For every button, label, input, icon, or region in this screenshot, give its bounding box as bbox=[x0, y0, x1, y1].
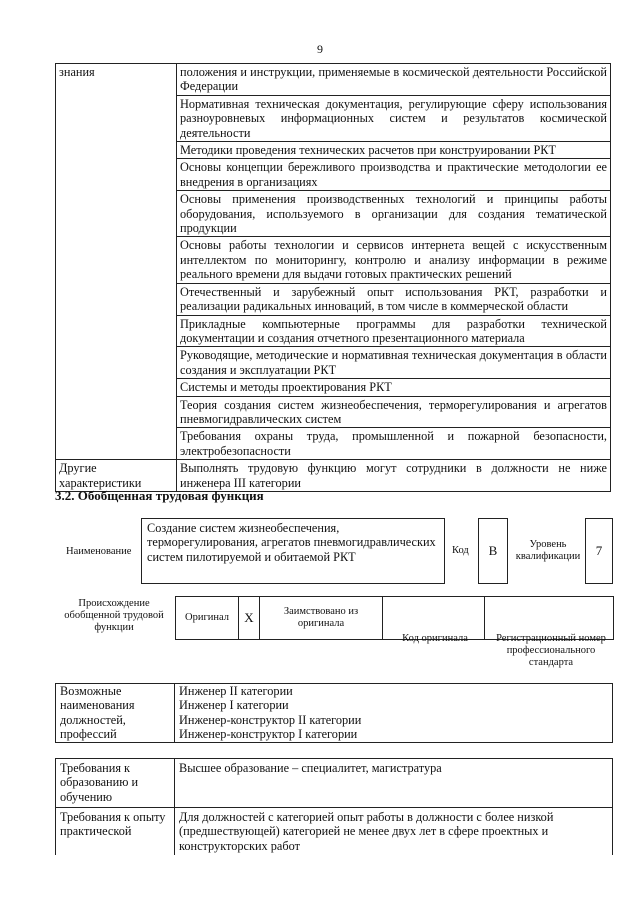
position-item: Инженер-конструктор I категории bbox=[175, 727, 613, 742]
other-characteristics-text: Выполнять трудовую функцию могут сотрудники в должности не ниже инженера III категории bbox=[177, 460, 611, 492]
level-label: Уровень квалификации bbox=[515, 539, 581, 562]
education-value: Высшее образование – специалитет, магистратура bbox=[175, 759, 613, 808]
origin-label: Происхождение обобщенной трудовой функции bbox=[64, 598, 164, 633]
knowledge-item: Прикладные компьютерные программы для разработки технической документации и создания отчетного презентационного материала bbox=[177, 315, 611, 347]
requirements-table bbox=[55, 758, 613, 855]
knowledge-item: положения и инструкции, применяемые в космической деятельности Российской Федерации bbox=[177, 64, 611, 96]
knowledge-label: знания bbox=[56, 64, 177, 460]
knowledge-item: Методики проведения технических расчетов при конструировании РКТ bbox=[177, 142, 611, 159]
original-cell bbox=[175, 596, 239, 640]
knowledge-item: Нормативная техническая документация, регулирующие сферу использования разноуровневых информационных систем и результатов космической деятельности bbox=[177, 95, 611, 141]
level-value-box: 7 bbox=[585, 518, 613, 584]
function-name-box: Создание систем жизнеобеспечения, терморегулирования, агрегатов пневмогидравлических систем пилотируемой и обитаемой РКТ bbox=[141, 518, 445, 584]
position-item: Инженер I категории bbox=[175, 698, 613, 712]
knowledge-item: Основы концепции бережливого производства и практические методологии ее внедрения в организациях bbox=[177, 159, 611, 191]
knowledge-item: Системы и методы проектирования РКТ bbox=[177, 379, 611, 396]
section-heading: 3.2. Обобщенная трудовая функция bbox=[55, 488, 264, 503]
original-code-caption: Код оригинала bbox=[402, 633, 468, 644]
experience-value: Для должностей с категорией опыт работы в должности с более низкой (предшествующей) категорией не менее двух лет в сфере проектных и конструкторских работ bbox=[175, 808, 613, 856]
name-label: Наименование bbox=[66, 546, 132, 557]
borrowed-cell bbox=[259, 596, 383, 640]
positions-table bbox=[55, 683, 613, 743]
knowledge-item: Требования охраны труда, промышленной и пожарной безопасности, электробезопасности bbox=[177, 428, 611, 460]
original-mark-cell: X bbox=[238, 596, 260, 640]
other-characteristics-label: Другие характеристики bbox=[56, 460, 177, 492]
experience-label: Требования к опыту практической bbox=[56, 808, 175, 856]
knowledge-item: Основы работы технологии и сервисов интернета вещей с искусственным интеллектом по мониторингу, контролю и анализу информации в режиме реального времени для выдачи готовых практических решений bbox=[177, 237, 611, 283]
page-number: 9 bbox=[317, 42, 323, 56]
borrowed-label: Заимствовано из оригинала bbox=[283, 606, 359, 629]
knowledge-item: Основы применения производственных технологий и принципы работы оборудования, используемого в организации для создания тематической продукции bbox=[177, 191, 611, 237]
registration-number-caption: Регистрационный номер профессионального стандарта bbox=[496, 633, 606, 668]
position-item: Инженер-конструктор II категории bbox=[175, 713, 613, 727]
code-value-box: B bbox=[478, 518, 508, 584]
knowledge-item: Руководящие, методические и нормативная техническая документация в области создания и эксплуатации РКТ bbox=[177, 347, 611, 379]
original-label: Оригинал bbox=[185, 612, 229, 623]
code-label: Код bbox=[452, 545, 469, 556]
knowledge-table bbox=[55, 63, 611, 492]
education-label: Требования к образованию и обучению bbox=[56, 759, 175, 808]
positions-label: Возможные наименования должностей, профессий bbox=[56, 684, 175, 743]
knowledge-item: Отечественный и зарубежный опыт использования РКТ, разработки и реализации радикальных инноваций, в том числе в коммерческой области bbox=[177, 283, 611, 315]
position-item: Инженер II категории bbox=[175, 684, 613, 699]
knowledge-item: Теория создания систем жизнеобеспечения, терморегулирования и агрегатов пневмогидравлических систем bbox=[177, 396, 611, 428]
